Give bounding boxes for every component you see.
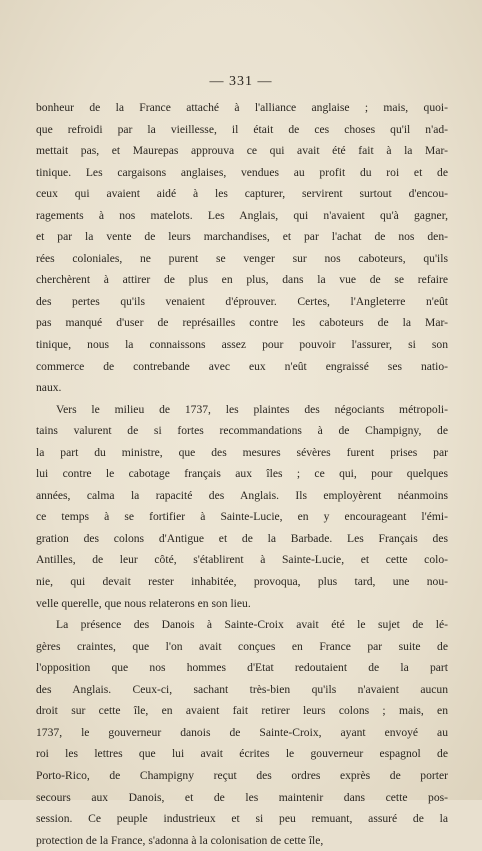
text-line: naux.	[36, 381, 62, 395]
paragraph	[36, 614, 448, 851]
text-line: ce temps à se fortifier à Sainte-Lucie, en y encourageant l'émi-	[36, 510, 448, 524]
text-line: gration des colons d'Antigue et de la Barbade. Les Français des	[36, 531, 448, 545]
text-line: secours aux Danois, et de les maintenir dans cette pos-	[36, 790, 448, 804]
text-line: roi les lettres que lui avait écrites le gouverneur espagnol de	[36, 747, 448, 761]
paragraph	[36, 97, 448, 399]
text-line: lui contre le cabotage français aux îles ; ce qui, pour quelques	[36, 467, 448, 481]
text-line: session. Ce peuple industrieux et si peu remuant, assuré de la	[36, 812, 448, 826]
text-line: La présence des Danois à Sainte-Croix avait été le sujet de lé-	[56, 618, 448, 632]
text-line: gères craintes, que l'on avait conçues en France par suite de	[36, 639, 448, 653]
text-line: tains valurent de si fortes recommandations à de Champigny, de	[36, 424, 448, 438]
text-line: que refroidi par la vieillesse, il était de ces choses qu'il n'ad-	[36, 122, 448, 136]
text-line: mettait pas, et Maurepas approuva ce qui avait été fait à la Mar-	[36, 144, 448, 158]
page-number: — 331 —	[209, 74, 273, 89]
text-line: rées coloniales, ne purent se venger sur nos caboteurs, qu'ils	[36, 251, 448, 265]
text-line: commerce de contrebande avec eux n'eût engraissé ses natio-	[36, 359, 448, 373]
text-line: des Anglais. Ceux-ci, sachant très-bien qu'ils n'avaient aucun	[36, 682, 448, 696]
text-line: tinique. Les cargaisons anglaises, vendues au profit du roi et de	[36, 165, 448, 179]
body-text	[36, 97, 448, 851]
text-line: ceux qui avaient aidé à les capturer, servirent surtout d'encou-	[36, 187, 448, 201]
text-line: années, calma la rapacité des Anglais. Ils employèrent néanmoins	[36, 488, 448, 502]
text-line: ragements à nos matelots. Les Anglais, qui n'avaient qu'à gagner,	[36, 208, 448, 222]
text-line: protection de la France, s'adonna à la colonisation de cette île,	[36, 833, 324, 847]
text-line: velle querelle, que nous relaterons en son lieu.	[36, 596, 251, 610]
text-line: Antilles, de leur côté, s'établirent à Sainte-Lucie, et cette colo-	[36, 553, 448, 567]
text-line: bonheur de la France attaché à l'alliance anglaise ; mais, quoi-	[36, 101, 448, 114]
text-line: pas manqué d'user de représailles contre les caboteurs de la Mar-	[36, 316, 448, 330]
text-line: l'opposition que nos hommes d'Etat redoutaient de la part	[36, 661, 448, 675]
text-line: la part du ministre, que des mesures sévères furent prises par	[36, 445, 448, 459]
text-line: cherchèrent à attirer de plus en plus, dans la vue de se refaire	[36, 273, 448, 287]
text-line: nie, qui devait rester inhabitée, provoqua, plus tard, une nou-	[36, 575, 448, 589]
text-line: Vers le milieu de 1737, les plaintes des négociants métropoli-	[56, 402, 448, 416]
text-line: et par la vente de leurs marchandises, et par l'achat de nos den-	[36, 230, 448, 244]
paragraph	[36, 399, 448, 614]
text-line: 1737, le gouverneur danois de Sainte-Croix, ayant envoyé au	[36, 725, 448, 739]
text-line: tinique, nous la connaissons assez pour pouvoir l'assurer, si son	[36, 338, 448, 352]
text-line: des pertes qu'ils venaient d'éprouver. Certes, l'Angleterre n'eût	[36, 294, 448, 308]
text-line: droit sur cette île, en avaient fait retirer leurs colons ; mais, en	[36, 704, 448, 718]
text-line: Porto-Rico, de Champigny reçut des ordres exprès de porter	[36, 768, 448, 782]
